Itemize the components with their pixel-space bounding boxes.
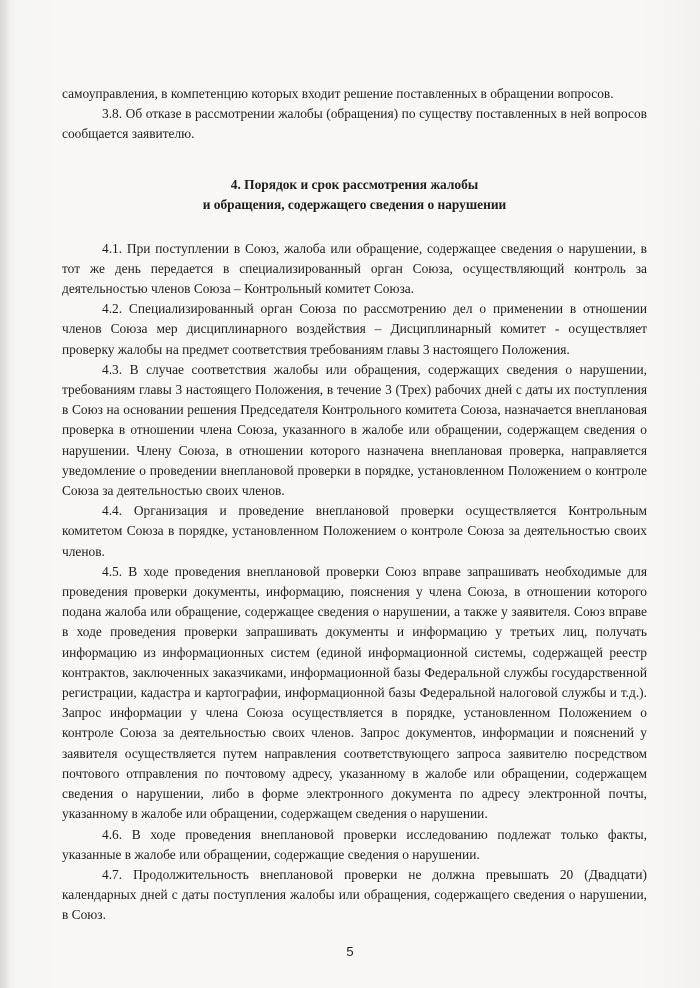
paragraph-3-8: 3.8. Об отказе в рассмотрении жалобы (обращения) по существу поставленных в ней вопросов сообщается заявителю. xyxy=(62,106,647,142)
paragraph-4-1: 4.1. При поступлении в Союз, жалоба или обращение, содержащее сведения о нарушении, в тот же день передается в специализированный орган Союза, осуществляющий контроль за деятельностью членов Союза – Контрольный комитет Союза. xyxy=(62,240,647,297)
paragraph-4-4: 4.4. Организация и проведение внеплановой проверки осуществляется Контрольным комитетом Союза в порядке, установленном Положением о контроле Союза за деятельностью своих членов. xyxy=(62,503,647,559)
section-heading xyxy=(62,175,647,215)
paragraph-4-6: 4.6. В ходе проведения внеплановой проверки исследованию подлежат только факты, указанные в жалобе или обращении, содержащие сведения о нарушении. xyxy=(62,826,647,862)
section-heading-line-1: 4. Порядок и срок рассмотрения жалобы xyxy=(230,176,479,192)
scan-margin-shadow xyxy=(0,0,10,988)
paragraph-4-7: 4.7. Продолжительность внеплановой проверки не должна превышать 20 (Двадцати) календарных дней с даты поступления жалобы или обращения, содержащего сведения о нарушении, в Союз. xyxy=(62,866,647,923)
paragraph-4-2: 4.2. Специализированный орган Союза по рассмотрению дел о применении в отношении членов Союза мер дисциплинарного воздействия – Дисциплинарный комитет - осуществляет проверку жалобы на предмет соответствия требованиям главы 3 настоящего Положения. xyxy=(62,301,647,357)
document-body xyxy=(62,84,647,926)
paragraph-4-5: 4.5. В ходе проведения внеплановой проверки Союз вправе запрашивать необходимые для проведения проверки документы, информацию, пояснения у члена Союза, в отношении которого подана жалоба или обращение, содержащее сведения о нарушении, а также у заявителя. Союз вправе в ходе проведения проверки запрашивать документы и информацию у третьих лиц, получать информацию из информационных систем (единой информационной системы, содержащей реестр контрактов, заключенных заказчиками, информационной базы Федеральной службы государственной регистрации, кадастра и картографии, информационной базы Федеральной налоговой службы и т.д.). Запрос информации у члена Союза осуществляется в порядке, установленном Положением о контроле Союза за деятельностью своих членов. Запрос документов, информации и пояснений у заявителя осуществляется путем направления соответствующего запроса заявителю посредством почтового отправления по почтовому адресу, указанному в жалобе или обращении, содержащем сведения о нарушении, либо в форме электронного документа по адресу электронной почты, указанному в жалобе или обращении, содержащем сведения о нарушении. xyxy=(62,563,647,822)
paragraph-4-3: 4.3. В случае соответствия жалобы или обращения, содержащих сведения о нарушении, требованиям главы 3 настоящего Положения, в течение 3 (Трех) рабочих дней с даты их поступления в Союз на основании решения Председателя Контрольного комитета Союза, назначается внеплановая проверка в отношении члена Союза, указанного в жалобе или обращении, содержащем сведения о нарушении. Члену Союза, в отношении которого назначена внеплановая проверка, направляется уведомление о проведении внеплановой проверки в порядке, установленном Положением о контроле Союза за деятельностью своих членов. xyxy=(62,361,647,499)
page-number: 5 xyxy=(346,944,354,959)
paragraph-continuation: самоуправления, в компетенцию которых входит решение поставленных в обращении вопросов. xyxy=(62,86,614,101)
section-heading-line-2: и обращения, содержащего сведения о нарушении xyxy=(202,196,507,212)
